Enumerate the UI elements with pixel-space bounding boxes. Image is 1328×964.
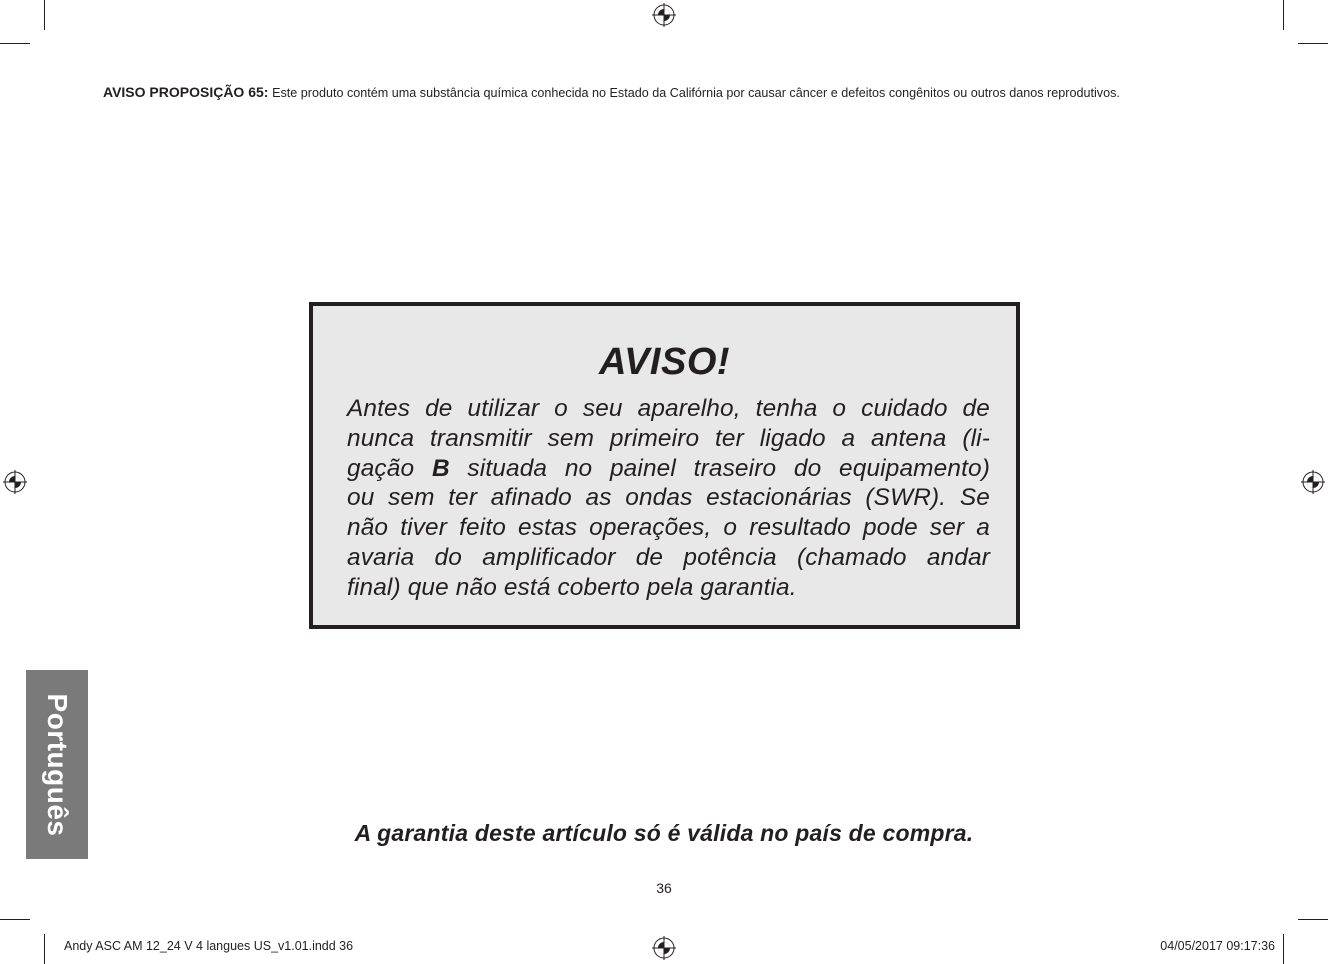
slug-file-name: Andy ASC AM 12_24 V 4 langues US_v1.01.indd 36: [64, 939, 354, 953]
registration-mark-right-icon: [1301, 470, 1325, 494]
crop-mark-top-right-vertical: [1283, 0, 1284, 30]
warning-line: nunca transmitir sem primeiro ter ligado a antena (li-: [347, 424, 990, 452]
warning-line-rest: situada no painel traseiro do equipamento): [467, 454, 990, 482]
language-tab-label: Português: [42, 693, 73, 836]
crop-mark-bottom-right-horizontal: [1298, 919, 1328, 920]
prop65-label: AVISO PROPOSIÇÃO 65:: [103, 84, 269, 100]
warning-title: AVISO!: [598, 341, 731, 383]
prop65-text: Este produto contém uma substância química conhecida no Estado da Califórnia por causar câncer e defeitos congênitos ou outros danos reprodutivos.: [272, 86, 1120, 100]
warning-box: [309, 302, 1020, 629]
warning-line: não tiver feito estas operações, o resultado pode ser a: [347, 514, 990, 542]
warning-text: [347, 394, 990, 603]
crop-mark-bottom-left-horizontal: [0, 919, 30, 920]
crop-mark-top-right-horizontal: [1298, 43, 1328, 44]
warning-line: ou sem ter afinado as ondas estacionárias (SWR). Se: [347, 484, 990, 512]
registration-mark-top-icon: [652, 3, 676, 27]
crop-mark-top-left-vertical: [44, 0, 45, 30]
page-number: 36: [656, 880, 672, 896]
connector-b-label: B: [431, 454, 450, 482]
crop-mark-bottom-right-vertical: [1283, 934, 1284, 964]
warning-line: Antes de utilizar o seu aparelho, tenha o cuidado de: [347, 395, 990, 422]
slug-datetime: 04/05/2017 09:17:36: [1160, 939, 1275, 953]
warning-line-prefix: gação: [347, 454, 415, 482]
crop-mark-top-left-horizontal: [0, 43, 30, 44]
crop-mark-bottom-left-vertical: [44, 934, 45, 964]
guarantee-note: A garantia deste artículo só é válida no país de compra.: [354, 820, 974, 846]
prop65-notice: [103, 83, 1253, 102]
warning-line: final) que não está coberto pela garantia.: [347, 573, 797, 601]
warning-line: avaria do amplificador de potência (chamado andar: [347, 543, 990, 571]
registration-mark-bottom-icon: [652, 936, 676, 960]
registration-mark-left-icon: [3, 470, 27, 494]
warning-line-with-connector: [347, 454, 990, 484]
